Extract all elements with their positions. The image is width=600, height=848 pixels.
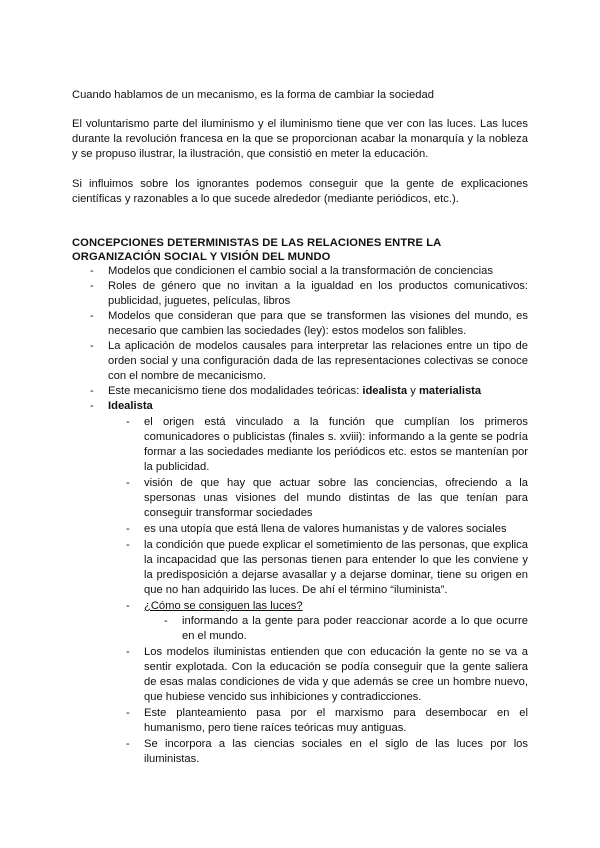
sub-sublist-item-text: informando a la gente para poder reaccionar acorde a lo que ocurre en el mundo. — [182, 615, 528, 642]
sublist-item — [108, 538, 528, 598]
sublist-item — [108, 706, 528, 736]
sublist-item — [108, 415, 528, 475]
bullet-dash: - — [90, 310, 94, 322]
sublist-item-text: el origen está vinculado a la función que cumplían los primeros comunicadores o publicistas (finales s. xviii): informando a la gente se podría formar a las sociedades mediante los periódicos etc. estos se mantenían por la publicidad. — [144, 416, 528, 473]
list-item — [72, 384, 528, 399]
bullet-dash: - — [90, 265, 94, 277]
list-item — [72, 309, 528, 339]
bullet-dash: - — [126, 600, 130, 612]
voluntarismo-paragraph: El voluntarismo parte del iluminismo y el iluminismo tiene que ver con las luces. Las luces durante la revolución francesa en la que se proporcionan acabar la monarquía y la nobleza y se propuso ilustrar, la ilustración, que consistió en meter la educación. — [72, 118, 528, 160]
question-sublist — [144, 614, 528, 644]
intro-paragraph: Cuando hablamos de un mecanismo, es la forma de cambiar la sociedad — [72, 89, 434, 101]
sublist-item-text: Se incorpora a las ciencias sociales en el siglo de las luces por los iluministas. — [144, 738, 528, 765]
conjunction: y — [407, 385, 419, 397]
sub-sublist-item — [144, 614, 528, 644]
bullet-dash: - — [164, 615, 168, 627]
bullet-dash: - — [90, 280, 94, 292]
list-item-text: Modelos que condicionen el cambio social a la transformación de conciencias — [108, 265, 493, 277]
question-text: ¿Cómo se consiguen las luces? — [144, 600, 303, 612]
list-item — [72, 264, 528, 279]
idealista-term: idealista — [362, 385, 408, 397]
sublist-item — [108, 522, 528, 537]
list-item-text: Roles de género que no invitan a la igualdad en los productos comunicativos: publicidad, juguetes, películas, libros — [108, 280, 528, 307]
section-heading: CONCEPCIONES DETERMINISTAS DE LAS RELACIONES ENTRE LA ORGANIZACIÓN SOCIAL Y VISIÓN DEL MUNDO — [72, 237, 441, 263]
list-item-idealista — [72, 399, 528, 767]
bullet-dash: - — [126, 707, 130, 719]
sublist-item-text: es una utopía que está llena de valores humanistas y de valores sociales — [144, 523, 507, 535]
list-item-text: Modelos que consideran que para que se transformen las visiones del mundo, es necesario que cambien las sociedades (ley): estos modelos son falibles. — [108, 310, 528, 337]
bullet-dash: - — [126, 539, 130, 551]
list-item-text: Este mecanicismo tiene dos modalidades teóricas: — [108, 385, 363, 397]
bullet-dash: - — [90, 385, 94, 397]
idealista-label: Idealista — [108, 400, 153, 412]
bullet-dash: - — [90, 340, 94, 352]
bullet-dash: - — [126, 477, 130, 489]
bullet-dash: - — [126, 738, 130, 750]
sublist-item — [108, 599, 528, 644]
main-list — [72, 264, 528, 767]
bullet-dash: - — [126, 646, 130, 658]
sublist-item — [108, 737, 528, 767]
idealista-sublist — [108, 415, 528, 767]
list-item — [72, 339, 528, 384]
bullet-dash: - — [126, 523, 130, 535]
list-item-text: La aplicación de modelos causales para interpretar las relaciones entre un tipo de orden social y una configuración dada de las representaciones colectivas se conoce con el nombre de mecanicismo. — [108, 340, 528, 382]
sublist-item — [108, 645, 528, 705]
sublist-item-text: visión de que hay que actuar sobre las conciencias, ofreciendo a la spersonas unas visiones del mundo distintas de las que tenían para conseguir transformar sociedades — [144, 477, 528, 519]
materialista-term: materialista — [418, 385, 482, 397]
sublist-item-text: Este planteamiento pasa por el marxismo para desembocar en el humanismo, pero tiene raíces teóricas muy antiguas. — [144, 707, 528, 734]
sublist-item-text: Los modelos iluministas entienden que con educación la gente no se va a sentir explotada. Con la educación se podía conseguir que la gente saliera de esas malas condiciones de vida y que además se cree un hombre nuevo, que hubiese vencido sus inhibiciones y contradicciones. — [144, 646, 528, 703]
sublist-item-text: la condición que puede explicar el sometimiento de las personas, que explica la incapacidad que las personas tienen para entender lo que les conviene y la predisposición a dejarse avasallar y a dejarse dominar, tiene su origen en que no han adquirido las luces. De ahí el término “iluminista”. — [144, 539, 528, 596]
sublist-item — [108, 476, 528, 521]
bullet-dash: - — [90, 400, 94, 412]
ignorantes-paragraph: Si influimos sobre los ignorantes podemos conseguir que la gente de explicaciones científicas y razonables a lo que sucede alrededor (mediante periódicos, etc.). — [72, 178, 528, 205]
bullet-dash: - — [126, 416, 130, 428]
list-item — [72, 279, 528, 309]
